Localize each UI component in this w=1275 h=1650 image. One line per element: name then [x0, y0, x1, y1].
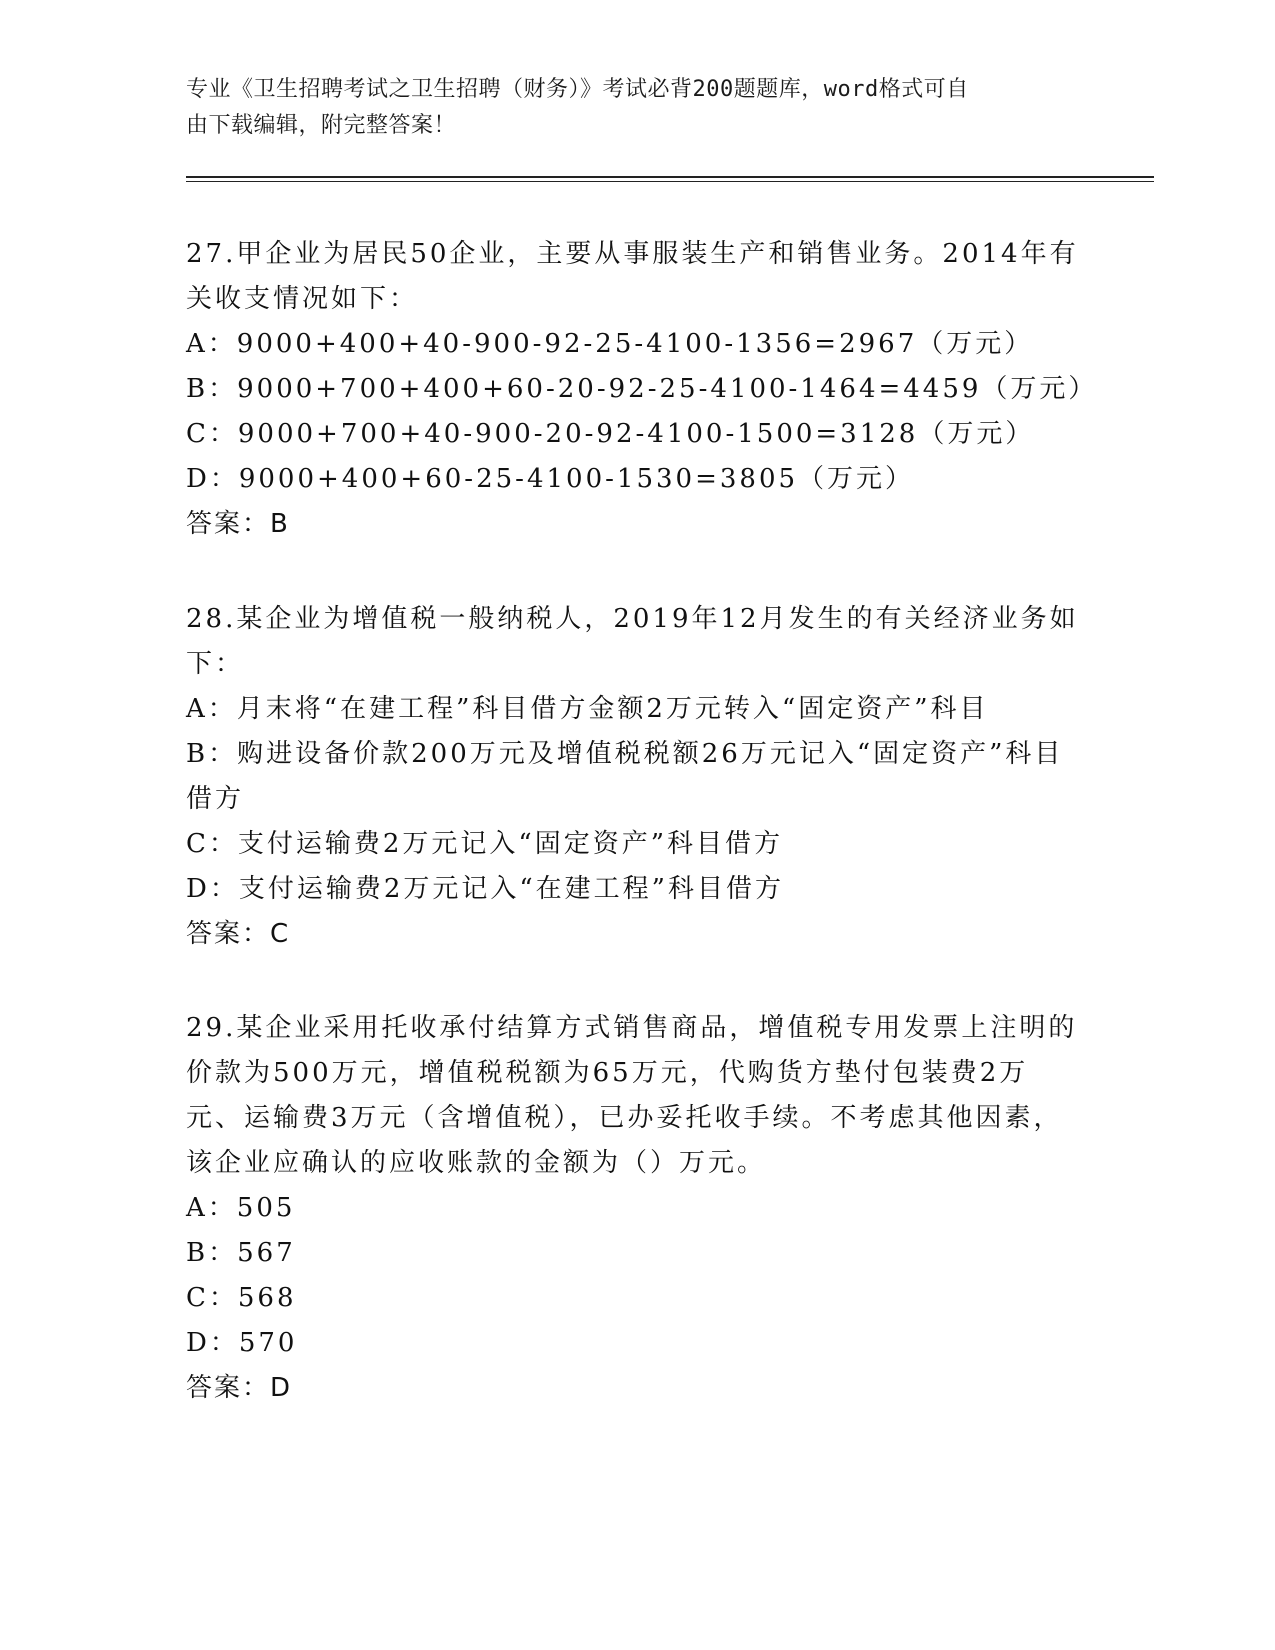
option-d: D：570 [186, 1328, 298, 1358]
header-line-1: 专业《卫生招聘考试之卫生招聘（财务）》考试必背200题题库，word格式可自 [186, 77, 969, 102]
option-a: A：505 [186, 1193, 296, 1223]
question-stem: 28.某企业为增值税一般纳税人，2019年12月发生的有关经济业务如下： [186, 604, 1079, 679]
option-d: D：支付运输费2万元记入“在建工程”科目借方 [186, 874, 784, 904]
question-29 [186, 1006, 1086, 1411]
option-c: C：9000+700+40-900-20-92-4100-1500=3128（万元） [186, 419, 1035, 449]
header-divider-thin [186, 181, 1154, 182]
question-stem: 29.某企业采用托收承付结算方式销售商品，增值税专用发票上注明的价款为500万元，增值税税额为65万元，代购货方垫付包装费2万元、运输费3万元（含增值税），已办妥托收手续。不考虑其他因素，该企业应确认的应收账款的金额为（）万元。 [186, 1013, 1078, 1178]
question-stem: 27.甲企业为居民50企业，主要从事服装生产和销售业务。2014年有关收支情况如下： [186, 239, 1079, 314]
option-c: C：568 [186, 1283, 297, 1313]
option-a: A：月末将“在建工程”科目借方金额2万元转入“固定资产”科目 [186, 694, 989, 724]
header-divider [186, 176, 1154, 178]
option-b: B：9000+700+400+60-20-92-25-4100-1464=4459（万元） [186, 374, 1098, 404]
question-27 [186, 232, 1098, 547]
option-b: B：567 [186, 1238, 296, 1268]
option-b: B：购进设备价款200万元及增值税税额26万元记入“固定资产”科目借方 [186, 739, 1064, 814]
document-header [186, 72, 1086, 144]
answer-label: 答案：C [186, 919, 291, 949]
option-d: D：9000+400+60-25-4100-1530=3805（万元） [186, 464, 915, 494]
header-line-2: 由下载编辑，附完整答案！ [186, 113, 457, 138]
question-28 [186, 597, 1086, 957]
answer-label: 答案：B [186, 509, 290, 539]
option-a: A：9000+400+40-900-92-25-4100-1356=2967（万元） [186, 329, 1034, 359]
option-c: C：支付运输费2万元记入“固定资产”科目借方 [186, 829, 784, 859]
answer-label: 答案：D [186, 1373, 293, 1403]
